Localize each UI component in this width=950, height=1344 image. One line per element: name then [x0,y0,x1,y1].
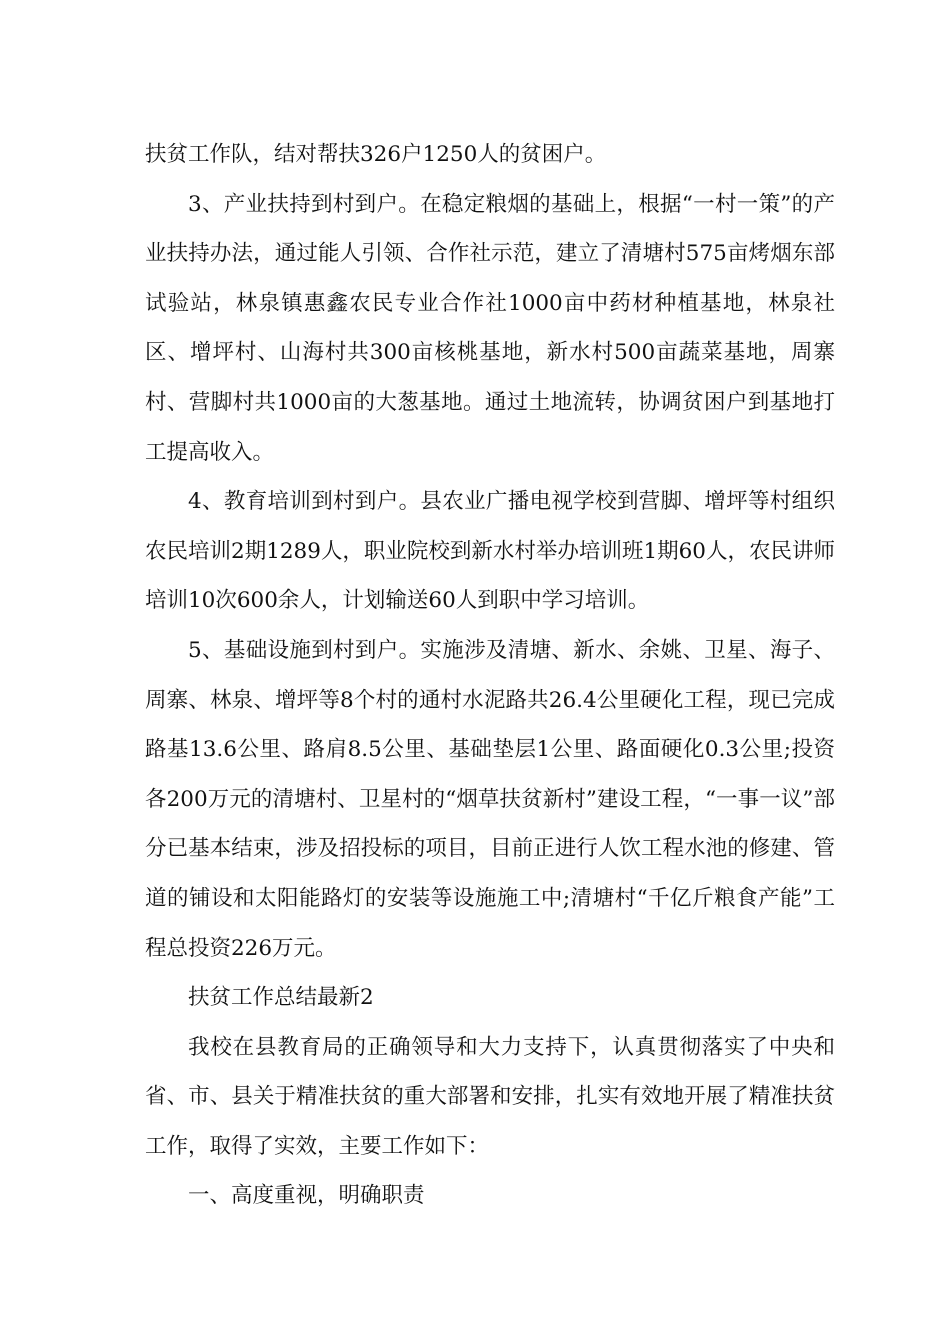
document-body [145,130,835,1221]
paragraph-infrastructure: 5、基础设施到村到户。实施涉及清塘、新水、余姚、卫星、海子、周寨、林泉、增坪等8个村的通村水泥路共26.4公里硬化工程，现已完成路基13.6公里、路肩8.5公里、基础垫层1公里、路面硬化0.3公里;投资各200万元的清塘村、卫星村的“烟草扶贫新村”建设工程，“一事一议”部分已基本结束，涉及招投标的项目，目前正进行人饮工程水池的修建、管道的铺设和太阳能路灯的安装等设施施工中;清塘村“千亿斤粮食产能”工程总投资226万元。 [145,637,835,961]
paragraph-education-training: 4、教育培训到村到户。县农业广播电视学校到营脚、增坪等村组织农民培训2期1289人，职业院校到新水村举办培训班1期60人，农民讲师培训10次600余人，计划输送60人到职中学习培训。 [145,489,835,614]
section-heading-one: 一、高度重视，明确职责 [188,1183,425,1209]
paragraph-school-intro: 我校在县教育局的正确领导和大力支持下，认真贯彻落实了中央和省、市、县关于精准扶贫的重大部署和安排，扎实有效地开展了精准扶贫工作，取得了实效，主要工作如下： [145,1034,835,1159]
paragraph-continuation: 扶贫工作队，结对帮扶326户1250人的贫困户。 [145,142,607,167]
section-title: 扶贫工作总结最新2 [188,985,374,1011]
paragraph-industry-support: 3、产业扶持到村到户。在稳定粮烟的基础上，根据“一村一策”的产业扶持办法，通过能人引领、合作社示范，建立了清塘村575亩烤烟东部试验站，林泉镇惠鑫农民专业合作社1000亩中药材种植基地，林泉社区、增坪村、山海村共300亩核桃基地，新水村500亩蔬菜基地，周寨村、营脚村共1000亩的大葱基地。通过土地流转，协调贫困户到基地打工提高收入。 [145,191,835,465]
